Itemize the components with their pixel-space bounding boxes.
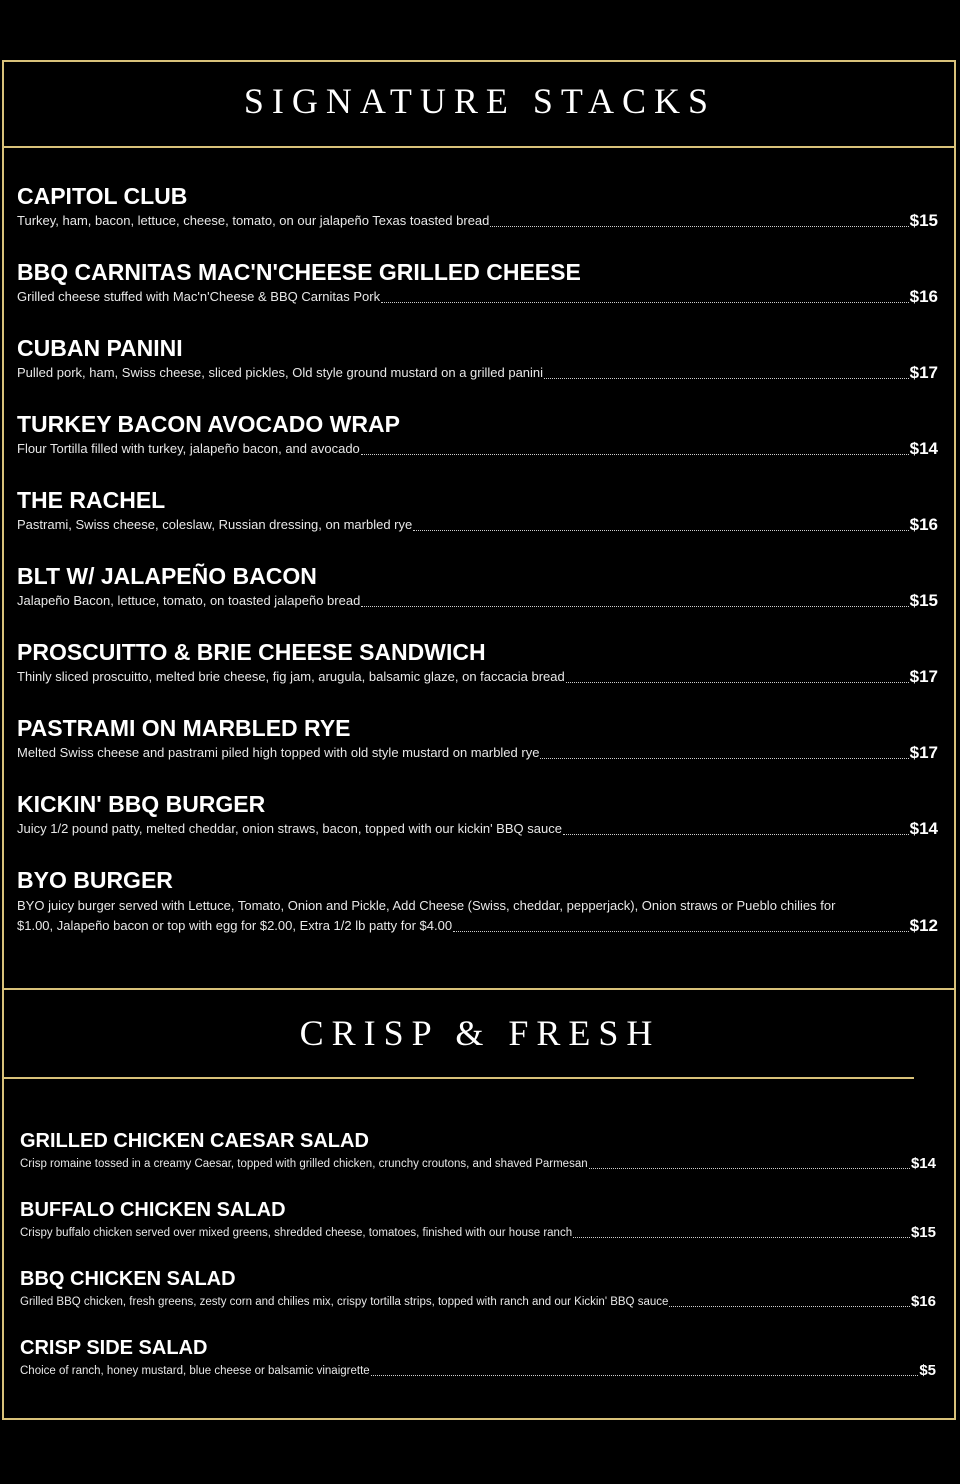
item-name: BYO BURGER <box>17 867 173 893</box>
item-description: Grilled BBQ chicken, fresh greens, zesty corn and chilies mix, crispy tortilla strips, topped with ranch and our Kickin' BBQ sauce <box>20 1296 669 1308</box>
leader-dots <box>566 682 909 683</box>
item-description: Flour Tortilla filled with turkey, jalapeño bacon, and avocado <box>17 441 360 456</box>
item-price: $14 <box>909 819 938 838</box>
leader-dots <box>371 1375 919 1376</box>
menu-item <box>17 637 938 713</box>
item-price: $5 <box>919 1362 936 1379</box>
item-description: Jalapeño Bacon, lettuce, tomato, on toasted jalapeño bread <box>17 593 361 608</box>
item-name: GRILLED CHICKEN CAESAR SALAD <box>20 1130 369 1152</box>
menu-item <box>20 1265 936 1334</box>
item-price: $14 <box>909 439 938 458</box>
item-price: $17 <box>909 363 938 382</box>
item-description: Turkey, ham, bacon, lettuce, cheese, tomato, on our jalapeño Texas toasted bread <box>17 213 490 228</box>
leader-dots <box>573 1237 910 1238</box>
leader-dots <box>361 454 909 455</box>
item-name: CAPITOL CLUB <box>17 183 188 209</box>
item-name: THE RACHEL <box>17 487 166 513</box>
leader-dots <box>361 606 908 607</box>
frame-left-line <box>2 60 4 1420</box>
menu-item <box>20 1196 936 1265</box>
item-price: $16 <box>909 287 938 306</box>
item-description: Grilled cheese stuffed with Mac'n'Cheese & BBQ Carnitas Pork <box>17 289 381 304</box>
item-price: $16 <box>910 1293 936 1310</box>
menu-item <box>17 485 938 561</box>
section-divider <box>2 988 956 990</box>
item-price: $17 <box>909 667 938 686</box>
item-name: TURKEY BACON AVOCADO WRAP <box>17 411 400 437</box>
menu-item <box>20 1334 936 1403</box>
item-name: BUFFALO CHICKEN SALAD <box>20 1199 286 1221</box>
item-name: KICKIN' BBQ BURGER <box>17 791 266 817</box>
item-price: $12 <box>909 916 938 935</box>
item-name: PASTRAMI ON MARBLED RYE <box>17 715 351 741</box>
menu-item <box>17 257 938 333</box>
item-description: Crispy buffalo chicken served over mixed greens, shredded cheese, tomatoes, finished with our house ranch <box>20 1227 573 1239</box>
item-name: CRISP SIDE SALAD <box>20 1337 208 1359</box>
item-price: $15 <box>910 1224 936 1241</box>
menu-item <box>17 865 938 961</box>
leader-dots <box>589 1168 910 1169</box>
item-description: Pulled pork, ham, Swiss cheese, sliced pickles, Old style ground mustard on a grilled panini <box>17 365 544 380</box>
item-name: BBQ CHICKEN SALAD <box>20 1268 236 1290</box>
leader-dots <box>540 758 908 759</box>
item-description-line-1: BYO juicy burger served with Lettuce, Tomato, Onion and Pickle, Add Cheese (Swiss, cheddar, pepperjack), Onion straws or Pueblo chilies for <box>17 898 836 913</box>
item-price: $16 <box>909 515 938 534</box>
item-description: Choice of ranch, honey mustard, blue cheese or balsamic vinaigrette <box>20 1365 370 1377</box>
menu-item <box>17 409 938 485</box>
item-price: $15 <box>909 591 938 610</box>
item-price: $14 <box>910 1155 936 1172</box>
item-description: Thinly sliced proscuitto, melted brie cheese, fig jam, arugula, balsamic glaze, on faccacia bread <box>17 669 565 684</box>
crisp-fresh-list <box>20 1127 936 1403</box>
leader-dots <box>544 378 909 379</box>
leader-dots <box>490 226 908 227</box>
item-description: Juicy 1/2 pound patty, melted cheddar, onion straws, bacon, topped with our kickin' BBQ sauce <box>17 821 562 836</box>
menu-item <box>20 1127 936 1196</box>
section-title-signature-stacks: SIGNATURE STACKS <box>243 81 717 121</box>
frame-right-line <box>954 60 956 1420</box>
leader-dots <box>413 530 908 531</box>
leader-dots <box>453 931 909 932</box>
frame-top-line <box>2 60 956 62</box>
item-price: $17 <box>909 743 938 762</box>
item-name: BBQ CARNITAS MAC'N'CHEESE GRILLED CHEESE <box>17 259 581 285</box>
item-name: CUBAN PANINI <box>17 335 183 361</box>
header-divider-1 <box>2 146 956 148</box>
item-price: $15 <box>909 211 938 230</box>
leader-dots <box>381 302 909 303</box>
section-title-crisp-fresh: CRISP & FRESH <box>299 1013 661 1053</box>
frame-bottom-line <box>2 1418 956 1420</box>
signature-stacks-list <box>17 181 938 961</box>
item-description: Pastrami, Swiss cheese, coleslaw, Russian dressing, on marbled rye <box>17 517 413 532</box>
item-description: Melted Swiss cheese and pastrami piled high topped with old style mustard on marbled rye <box>17 745 540 760</box>
menu-item <box>17 181 938 257</box>
menu-item <box>17 561 938 637</box>
header-divider-2 <box>2 1077 914 1079</box>
item-name: BLT W/ JALAPEÑO BACON <box>17 563 317 589</box>
item-description: Crisp romaine tossed in a creamy Caesar, topped with grilled chicken, crunchy croutons, and shaved Parmesan <box>20 1158 588 1170</box>
item-name: PROSCUITTO & BRIE CHEESE SANDWICH <box>17 639 486 665</box>
menu-item <box>17 713 938 789</box>
menu-item <box>17 789 938 865</box>
item-description-line-2: $1.00, Jalapeño bacon or top with egg for $2.00, Extra 1/2 lb patty for $4.00 <box>17 918 453 933</box>
leader-dots <box>669 1306 910 1307</box>
leader-dots <box>563 834 909 835</box>
menu-item <box>17 333 938 409</box>
